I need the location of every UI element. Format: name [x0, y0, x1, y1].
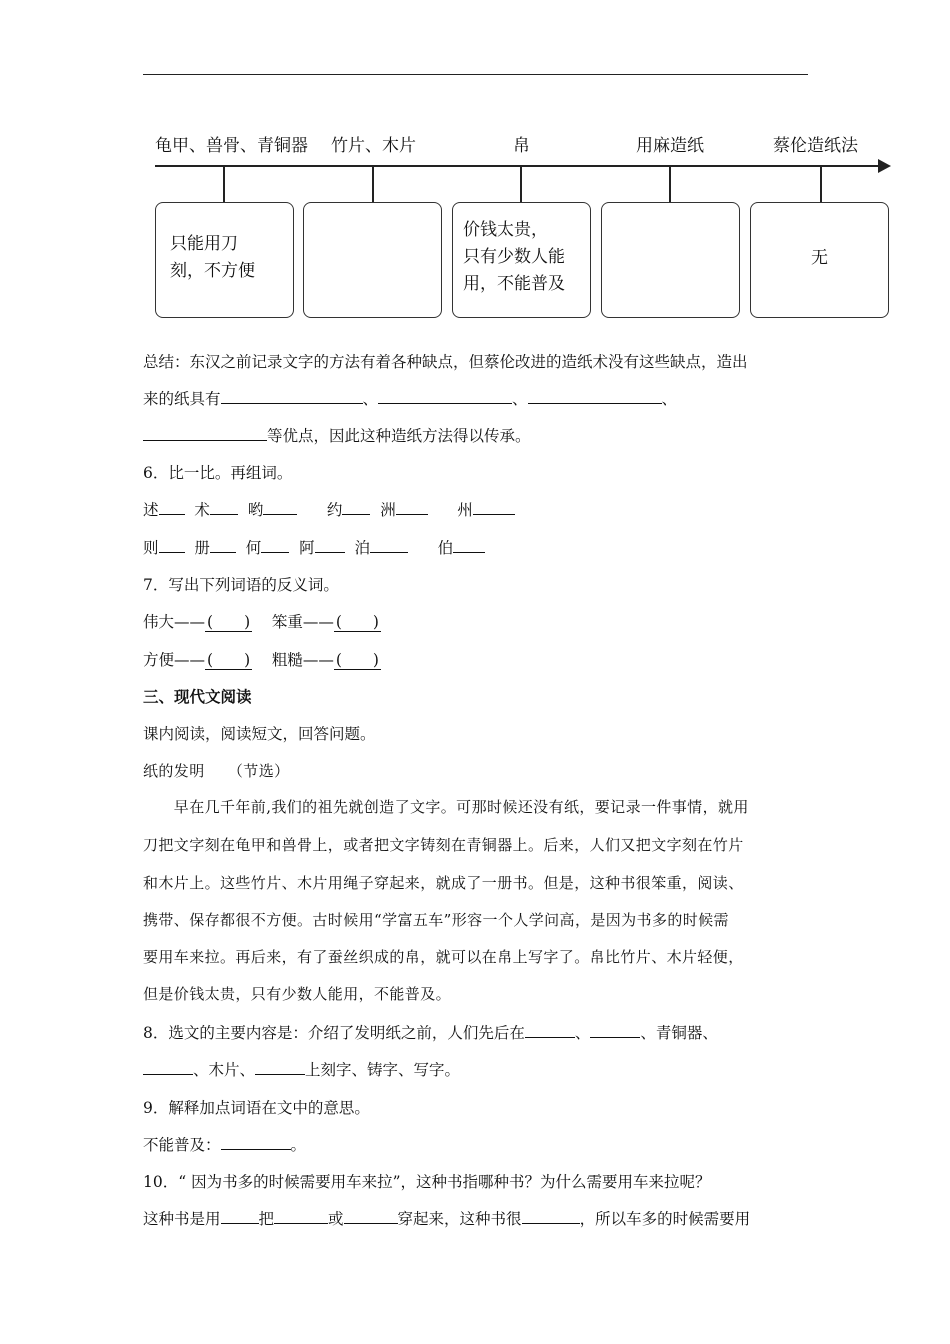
q7-row	[143, 648, 381, 670]
question-10-answer	[143, 1207, 750, 1229]
dash: ——	[174, 651, 206, 669]
passage-line: 要用车来拉。再后来，有了蚕丝织成的帛，就可以在帛上写字了。帛比竹片、木片轻便，	[143, 948, 744, 966]
timeline-tick	[820, 166, 822, 202]
dash: ——	[302, 613, 334, 631]
q9-term: 不能普及：	[143, 1136, 221, 1154]
separator: 、	[640, 1024, 656, 1042]
passage-line: 和木片上。这些竹片、木片用绳子穿起来，就成了一册书。但是，这种书很笨重，阅读、	[143, 874, 744, 892]
q6-char: 伯	[437, 539, 454, 557]
separator: 、	[702, 1024, 718, 1042]
answer-blank[interactable]	[525, 1023, 575, 1038]
timeline-tick	[669, 166, 671, 202]
timeline-tick	[520, 166, 522, 202]
question-7-title: 7．写出下列词语的反义词。	[143, 576, 339, 594]
answer-blank[interactable]	[221, 1135, 291, 1150]
header-rule	[143, 74, 808, 75]
passage-line: 刀把文字刻在龟甲和兽骨上，或者把文字铸刻在青铜器上。后来，人们又把文字刻在竹片	[143, 836, 744, 854]
question-9-answer	[143, 1133, 306, 1155]
answer-blank[interactable]	[159, 500, 185, 515]
dash: ——	[174, 613, 206, 631]
answer-paren[interactable]: ( )	[207, 651, 251, 669]
question-8-cont	[143, 1058, 460, 1080]
q6-char: 何	[245, 539, 262, 557]
q7-word: 粗糙	[271, 651, 303, 669]
q6-char: 哟	[247, 501, 264, 519]
answer-blank[interactable]	[210, 500, 238, 515]
answer-blank[interactable]	[261, 538, 289, 553]
separator: 、	[193, 1061, 209, 1079]
question-9-title: 9．解释加点词语在文中的意思。	[143, 1099, 370, 1117]
q8-text: 上刻字、铸字、写字。	[305, 1061, 461, 1079]
answer-blank[interactable]	[143, 1060, 193, 1075]
timeline-box	[750, 202, 889, 318]
answer-blank[interactable]	[378, 389, 512, 404]
summary-line	[143, 387, 677, 409]
q7-word: 伟大	[143, 613, 175, 631]
period: 。	[290, 1136, 307, 1154]
q6-char: 阿	[299, 539, 315, 557]
q6-char: 洲	[380, 501, 396, 519]
q6-char: 述	[143, 501, 159, 519]
q8-text: 8．选文的主要内容是：介绍了发明纸之前，人们先后在	[143, 1024, 525, 1042]
separator: 、	[362, 390, 379, 408]
answer-blank[interactable]	[528, 389, 662, 404]
timeline-label: 蔡伦造纸法	[773, 136, 858, 156]
timeline-label: 用麻造纸	[636, 136, 704, 156]
q10-text: ，所以车多的时候需要用	[579, 1210, 751, 1228]
passage-line: 但是价钱太贵，只有少数人能用，不能普及。	[143, 985, 452, 1003]
question-8	[143, 1021, 718, 1043]
q10-text: 或	[328, 1210, 344, 1228]
answer-blank[interactable]	[342, 500, 370, 515]
answer-blank[interactable]	[344, 1209, 398, 1224]
summary-text: 等优点，因此这种造纸方法得以传承。	[267, 427, 531, 445]
answer-paren[interactable]: ( )	[335, 613, 379, 631]
timeline-label: 龟甲、兽骨、青铜器	[155, 136, 308, 156]
q6-char: 册	[194, 539, 210, 557]
q7-word: 方便	[143, 651, 175, 669]
timeline-axis	[155, 165, 881, 167]
q6-row	[143, 498, 515, 520]
timeline-arrow-icon	[878, 159, 891, 173]
q6-char: 州	[457, 501, 473, 519]
answer-paren[interactable]: ( )	[335, 651, 379, 669]
answer-blank[interactable]	[396, 500, 428, 515]
timeline-box	[452, 202, 591, 318]
answer-blank[interactable]	[453, 538, 485, 553]
passage-line: 携带、保存都很不方便。古时候用“学富五车”形容一个人学问高，是因为书多的时候需	[143, 911, 729, 929]
timeline-label: 帛	[513, 136, 530, 156]
q7-row	[143, 610, 381, 632]
section-heading: 三、现代文阅读	[143, 688, 252, 706]
answer-blank[interactable]	[590, 1023, 640, 1038]
answer-blank[interactable]	[255, 1060, 305, 1075]
q8-text: 木片	[208, 1061, 240, 1079]
q6-row	[143, 536, 485, 558]
summary-line	[143, 424, 531, 446]
answer-blank[interactable]	[263, 500, 297, 515]
q6-char: 约	[326, 501, 343, 519]
answer-blank[interactable]	[159, 538, 185, 553]
q10-text: 这种书是用	[143, 1210, 221, 1228]
summary-text: 来的纸具有	[143, 390, 221, 408]
timeline-box-text: 只能用刀 刻，不方便	[170, 234, 255, 281]
timeline-label: 竹片、木片	[331, 136, 416, 156]
answer-blank[interactable]	[370, 538, 408, 553]
q6-char: 术	[194, 501, 210, 519]
separator: 、	[512, 390, 528, 408]
answer-blank[interactable]	[274, 1209, 328, 1224]
answer-blank[interactable]	[143, 426, 267, 441]
q7-word: 笨重	[271, 613, 303, 631]
separator: 、	[574, 1024, 591, 1042]
q8-text: 青铜器	[655, 1024, 703, 1042]
separator: 、	[661, 390, 678, 408]
passage-title: 纸的发明 （节选）	[143, 762, 290, 780]
answer-blank[interactable]	[221, 389, 363, 404]
timeline-tick	[223, 166, 225, 202]
q10-text: 把	[258, 1210, 275, 1228]
timeline-box	[155, 202, 294, 318]
timeline-box-text: 价钱太贵， 只有少数人能 用，不能普及	[463, 220, 565, 294]
dash: ——	[302, 651, 334, 669]
answer-blank[interactable]	[210, 538, 236, 553]
passage-line: 早在几千年前,我们的祖先就创造了文字。可那时候还没有纸，要记录一件事情，就用	[143, 798, 749, 816]
section-instruction: 课内阅读，阅读短文，回答问题。	[143, 725, 376, 743]
timeline-box-text: 无	[811, 248, 828, 268]
q6-char: 泊	[354, 539, 371, 557]
answer-blank[interactable]	[473, 500, 515, 515]
answer-blank[interactable]	[221, 1209, 259, 1224]
timeline-tick	[372, 166, 374, 202]
question-10-title: 10．“ 因为书多的时候需要用车来拉”，这种书指哪种书？为什么需要用车来拉呢？	[143, 1173, 711, 1191]
summary-line: 总结：东汉之前记录文字的方法有着各种缺点，但蔡伦改进的造纸术没有这些缺点，造出	[143, 353, 748, 371]
answer-blank[interactable]	[315, 538, 345, 553]
q6-char: 则	[143, 539, 159, 557]
question-6-title: 6．比一比。再组词。	[143, 464, 293, 482]
timeline-box	[601, 202, 740, 318]
q10-text: 穿起来，这种书很	[397, 1210, 522, 1228]
timeline-box	[303, 202, 442, 318]
answer-blank[interactable]	[522, 1209, 580, 1224]
answer-paren[interactable]: ( )	[207, 613, 251, 631]
separator: 、	[239, 1061, 256, 1079]
